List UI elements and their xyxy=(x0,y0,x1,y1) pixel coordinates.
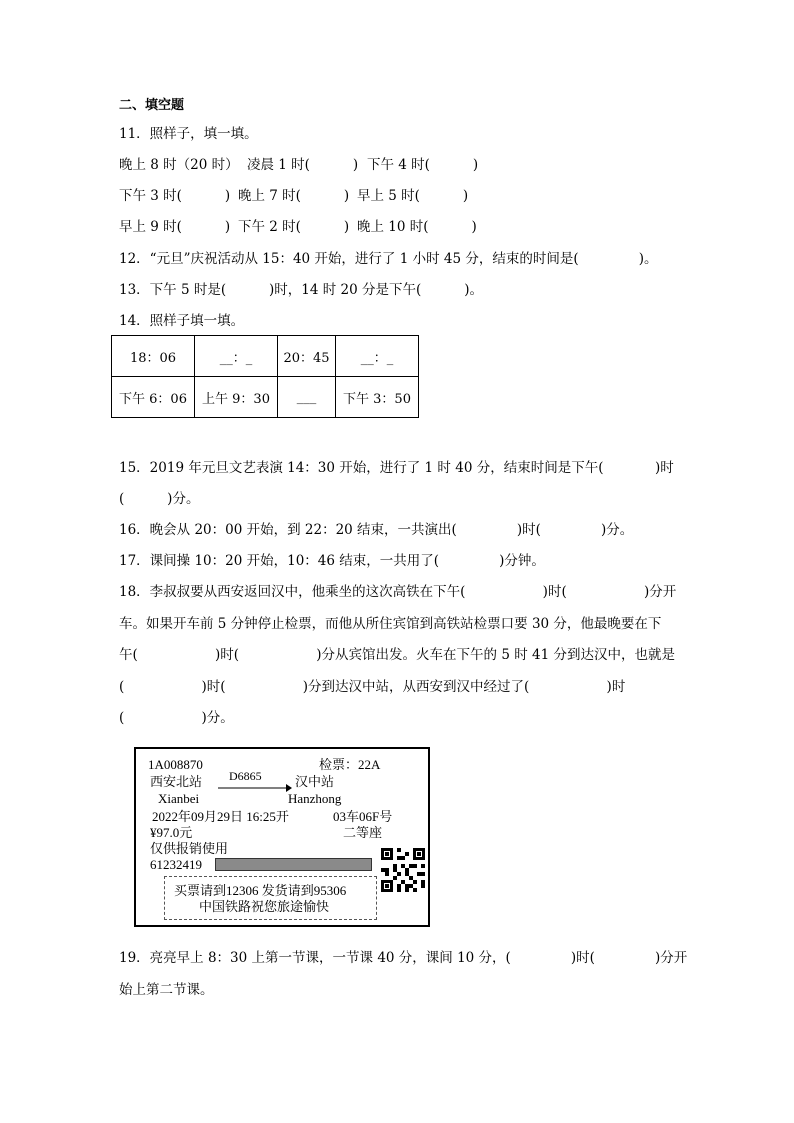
ticket-datetime: 2022年09月29日 16:25开 xyxy=(152,809,289,824)
q18-line4: ( )时( )分到达汉中站，从西安到汉中经过了( )时 xyxy=(119,679,626,695)
q11-r3-c2: 下午 2 时( ) xyxy=(238,219,350,235)
q14-table xyxy=(111,335,419,418)
ticket-train: D6865 xyxy=(229,769,262,783)
q14-cell: __：_ xyxy=(195,336,278,377)
ticket-gate: 检票：22A xyxy=(319,757,381,772)
train-ticket xyxy=(134,747,430,927)
q11-r1-c1: 晚上 8 时（20 时） xyxy=(119,157,239,173)
ticket-class: 二等座 xyxy=(343,825,383,840)
ticket-price: ¥97.0元 xyxy=(150,825,193,840)
ticket-to: 汉中站 xyxy=(295,774,335,789)
arrow-icon xyxy=(216,783,292,793)
ticket-seat: 03车06F号 xyxy=(333,809,393,824)
q15-line1: 15．2019 年元旦文艺表演 14：30 开始，进行了 1 时 40 分，结束时间是下午( )时 xyxy=(119,460,674,476)
q11-r2-c3: 早上 5 时( ) xyxy=(357,188,469,204)
q14-prompt: 14．照样子填一填。 xyxy=(119,313,245,329)
qr-code-icon xyxy=(381,848,425,892)
q15-line2: ( )分。 xyxy=(119,491,200,507)
q18-line3: 午( )时( )分从宾馆出发。火车在下午的 5 时 41 分到达汉中，也就是 xyxy=(119,647,675,663)
q14-cell: 上午 9：30 xyxy=(195,377,278,418)
ticket-from-pinyin: Xianbei xyxy=(158,791,200,806)
q11-r3-c3: 晚上 10 时( ) xyxy=(357,219,477,235)
section-title: 二、填空题 xyxy=(119,98,185,113)
ticket-from: 西安北站 xyxy=(150,774,203,789)
q18-line1: 18．李叔叔要从西安返回汉中，他乘坐的这次高铁在下午( )时( )分开 xyxy=(119,584,677,600)
q18-line5: ( )分。 xyxy=(119,710,234,726)
q11-r1-c2: 凌晨 1 时( ) xyxy=(247,157,359,173)
q11-r3-c1: 早上 9 时( ) xyxy=(119,219,231,235)
ticket-footer-line1: 买票请到12306 发货请到95306 xyxy=(174,883,347,898)
q14-cell: 下午 3：50 xyxy=(336,377,419,418)
ticket-barcode-strip xyxy=(215,858,372,871)
q14-cell: __：_ xyxy=(336,336,419,377)
q11-prompt: 11．照样子，填一填。 xyxy=(119,126,258,142)
q18-line2: 车。如果开车前 5 分钟停止检票，而他从所住宾馆到高铁站检票口要 30 分，他最晚要在下 xyxy=(119,616,662,632)
q14-cell: ___ xyxy=(278,377,336,418)
q12: 12．“元旦”庆祝活动从 15：40 开始，进行了 1 小时 45 分，结束的时间是( )。 xyxy=(119,251,658,267)
q13: 13．下午 5 时是( )时，14 时 20 分是下午( )。 xyxy=(119,282,483,298)
q11-r2-c1: 下午 3 时( ) xyxy=(119,188,231,204)
q19-line1: 19．亮亮早上 8：30 上第一节课，一节课 40 分，课间 10 分，( )时( )分开 xyxy=(119,950,688,966)
ticket-to-pinyin: Hanzhong xyxy=(288,791,342,806)
ticket-note: 仅供报销使用 xyxy=(150,841,229,856)
q11-r2-c2: 晚上 7 时( ) xyxy=(238,188,350,204)
ticket-serial: 61232419 xyxy=(150,857,202,872)
q11-r1-c3: 下午 4 时( ) xyxy=(367,157,479,173)
q16: 16．晚会从 20：00 开始，到 22：20 结束，一共演出( )时( )分。 xyxy=(119,522,634,538)
ticket-footer-line2: 中国铁路祝您旅途愉快 xyxy=(199,899,330,914)
q14-cell: 20：45 xyxy=(278,336,336,377)
q14-cell: 18：06 xyxy=(112,336,195,377)
q19-line2: 始上第二节课。 xyxy=(119,982,214,998)
ticket-code: 1A008870 xyxy=(148,757,203,772)
q17: 17．课间操 10：20 开始，10：46 结束，一共用了( )分钟。 xyxy=(119,553,545,569)
q14-cell: 下午 6：06 xyxy=(112,377,195,418)
